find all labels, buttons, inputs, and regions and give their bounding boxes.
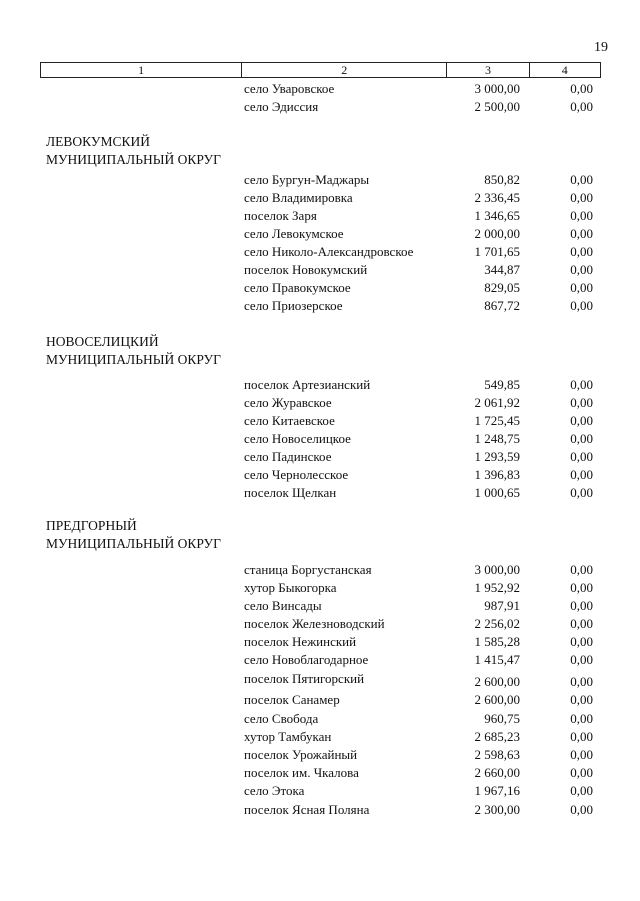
settlement-name: село Левокумское	[244, 226, 344, 241]
value-col4: 0,00	[570, 616, 593, 631]
value-col3: 829,05	[484, 280, 520, 295]
value-col4: 0,00	[570, 449, 593, 464]
settlement-name: поселок Ясная Поляна	[244, 802, 370, 817]
settlement-name: поселок Щелкан	[244, 485, 337, 500]
column-header-1: 1	[41, 63, 242, 78]
value-col3: 960,75	[484, 711, 520, 726]
value-col4: 0,00	[570, 226, 593, 241]
value-col4: 0,00	[570, 81, 593, 96]
value-col3: 2 600,00	[474, 692, 520, 707]
table-row	[0, 691, 640, 709]
table-row	[0, 448, 640, 466]
settlement-name: село Этока	[244, 783, 305, 798]
settlement-name: село Новоселицкое	[244, 431, 351, 446]
value-col4: 0,00	[570, 244, 593, 259]
value-col4: 0,00	[570, 747, 593, 762]
table-row	[0, 746, 640, 764]
district-heading	[46, 517, 221, 553]
settlement-name: село Падинское	[244, 449, 332, 464]
settlement-name: село Бургун-Маджары	[244, 172, 370, 187]
value-col3: 549,85	[484, 377, 520, 392]
column-header-2: 2	[242, 63, 447, 78]
value-col4: 0,00	[570, 652, 593, 667]
value-col3: 3 000,00	[474, 562, 520, 577]
column-header-4: 4	[529, 63, 600, 78]
table-row	[0, 466, 640, 484]
value-col3: 1 701,65	[474, 244, 520, 259]
value-col3: 1 293,59	[474, 449, 520, 464]
value-col4: 0,00	[570, 634, 593, 649]
value-col3: 1 725,45	[474, 413, 520, 428]
settlement-name: село Николо-Александровское	[244, 244, 414, 259]
value-col3: 2 336,45	[474, 190, 520, 205]
table-row	[0, 394, 640, 412]
table-row	[0, 261, 640, 279]
value-col4: 0,00	[570, 377, 593, 392]
table-row	[0, 633, 640, 651]
table-row	[0, 243, 640, 261]
table-row	[0, 98, 640, 116]
table-row	[0, 80, 640, 98]
table-row	[0, 207, 640, 225]
value-col3: 2 256,02	[474, 616, 520, 631]
settlement-name: поселок им. Чкалова	[244, 765, 359, 780]
table-row	[0, 782, 640, 800]
value-col3: 987,91	[484, 598, 520, 613]
table-row	[0, 561, 640, 579]
value-col4: 0,00	[570, 580, 593, 595]
table-row	[0, 670, 640, 688]
value-col4: 0,00	[570, 280, 593, 295]
value-col4: 0,00	[570, 431, 593, 446]
value-col4: 0,00	[570, 413, 593, 428]
table-row	[0, 297, 640, 315]
district-heading	[46, 333, 221, 369]
table-row	[0, 597, 640, 615]
table-row	[0, 279, 640, 297]
settlement-name: хутор Быкогорка	[244, 580, 337, 595]
settlement-name: поселок Урожайный	[244, 747, 358, 762]
settlement-name: поселок Железноводский	[244, 616, 385, 631]
table-row	[0, 412, 640, 430]
value-col3: 2 061,92	[474, 395, 520, 410]
settlement-name: село Свобода	[244, 711, 319, 726]
value-col4: 0,00	[570, 802, 593, 817]
value-col3: 2 500,00	[474, 99, 520, 114]
value-col3: 2 600,00	[474, 674, 520, 689]
value-col3: 2 660,00	[474, 765, 520, 780]
settlement-name: поселок Заря	[244, 208, 317, 223]
district-title-line2: МУНИЦИПАЛЬНЫЙ ОКРУГ	[46, 152, 221, 167]
value-col4: 0,00	[570, 99, 593, 114]
value-col3: 2 685,23	[474, 729, 520, 744]
value-col3: 1 585,28	[474, 634, 520, 649]
value-col3: 2 000,00	[474, 226, 520, 241]
column-header-table	[40, 62, 601, 78]
district-heading	[46, 133, 221, 169]
table-row	[0, 728, 640, 746]
value-col3: 1 000,65	[474, 485, 520, 500]
value-col4: 0,00	[570, 485, 593, 500]
table-row	[0, 764, 640, 782]
value-col3: 1 396,83	[474, 467, 520, 482]
settlement-name: поселок Санамер	[244, 692, 340, 707]
settlement-name: село Журавское	[244, 395, 332, 410]
value-col4: 0,00	[570, 711, 593, 726]
settlement-name: село Приозерское	[244, 298, 343, 313]
value-col3: 850,82	[484, 172, 520, 187]
table-row	[0, 579, 640, 597]
value-col4: 0,00	[570, 783, 593, 798]
district-title-line1: ПРЕДГОРНЫЙ	[46, 518, 137, 533]
value-col3: 1 967,16	[474, 783, 520, 798]
table-row	[0, 171, 640, 189]
value-col4: 0,00	[570, 674, 593, 689]
value-col4: 0,00	[570, 208, 593, 223]
value-col3: 3 000,00	[474, 81, 520, 96]
district-title-line1: ЛЕВОКУМСКИЙ	[46, 134, 150, 149]
value-col4: 0,00	[570, 562, 593, 577]
table-row	[0, 430, 640, 448]
settlement-name: поселок Артезианский	[244, 377, 371, 392]
value-col4: 0,00	[570, 262, 593, 277]
table-row	[0, 615, 640, 633]
value-col3: 1 248,75	[474, 431, 520, 446]
settlement-name: поселок Нежинский	[244, 634, 357, 649]
value-col4: 0,00	[570, 172, 593, 187]
value-col4: 0,00	[570, 298, 593, 313]
table-row	[0, 651, 640, 669]
settlement-name: село Владимировка	[244, 190, 353, 205]
value-col3: 1 952,92	[474, 580, 520, 595]
settlement-name: село Эдиссия	[244, 99, 319, 114]
settlement-name: поселок Новокумский	[244, 262, 368, 277]
settlement-name: село Винсады	[244, 598, 322, 613]
table-row	[0, 801, 640, 819]
value-col3: 1 346,65	[474, 208, 520, 223]
settlement-name: село Правокумское	[244, 280, 351, 295]
value-col4: 0,00	[570, 598, 593, 613]
value-col4: 0,00	[570, 729, 593, 744]
district-title-line2: МУНИЦИПАЛЬНЫЙ ОКРУГ	[46, 536, 221, 551]
district-title-line1: НОВОСЕЛИЦКИЙ	[46, 334, 159, 349]
value-col3: 2 598,63	[474, 747, 520, 762]
settlement-name: село Уваровское	[244, 81, 335, 96]
column-header-3: 3	[447, 63, 529, 78]
settlement-name: хутор Тамбукан	[244, 729, 332, 744]
value-col4: 0,00	[570, 190, 593, 205]
value-col4: 0,00	[570, 467, 593, 482]
table-row	[0, 225, 640, 243]
district-title-line2: МУНИЦИПАЛЬНЫЙ ОКРУГ	[46, 352, 221, 367]
settlement-name: поселок Пятигорский	[244, 671, 365, 686]
settlement-name: село Новоблагодарное	[244, 652, 369, 667]
value-col3: 344,87	[484, 262, 520, 277]
table-row	[0, 376, 640, 394]
value-col4: 0,00	[570, 692, 593, 707]
settlement-name: село Китаевское	[244, 413, 335, 428]
value-col4: 0,00	[570, 395, 593, 410]
table-row	[0, 710, 640, 728]
table-row	[0, 484, 640, 502]
page-number: 19	[594, 40, 608, 55]
table-row	[0, 189, 640, 207]
value-col3: 1 415,47	[474, 652, 520, 667]
settlement-name: село Чернолесское	[244, 467, 349, 482]
value-col3: 867,72	[484, 298, 520, 313]
settlement-name: станица Боргустанская	[244, 562, 372, 577]
value-col4: 0,00	[570, 765, 593, 780]
value-col3: 2 300,00	[474, 802, 520, 817]
